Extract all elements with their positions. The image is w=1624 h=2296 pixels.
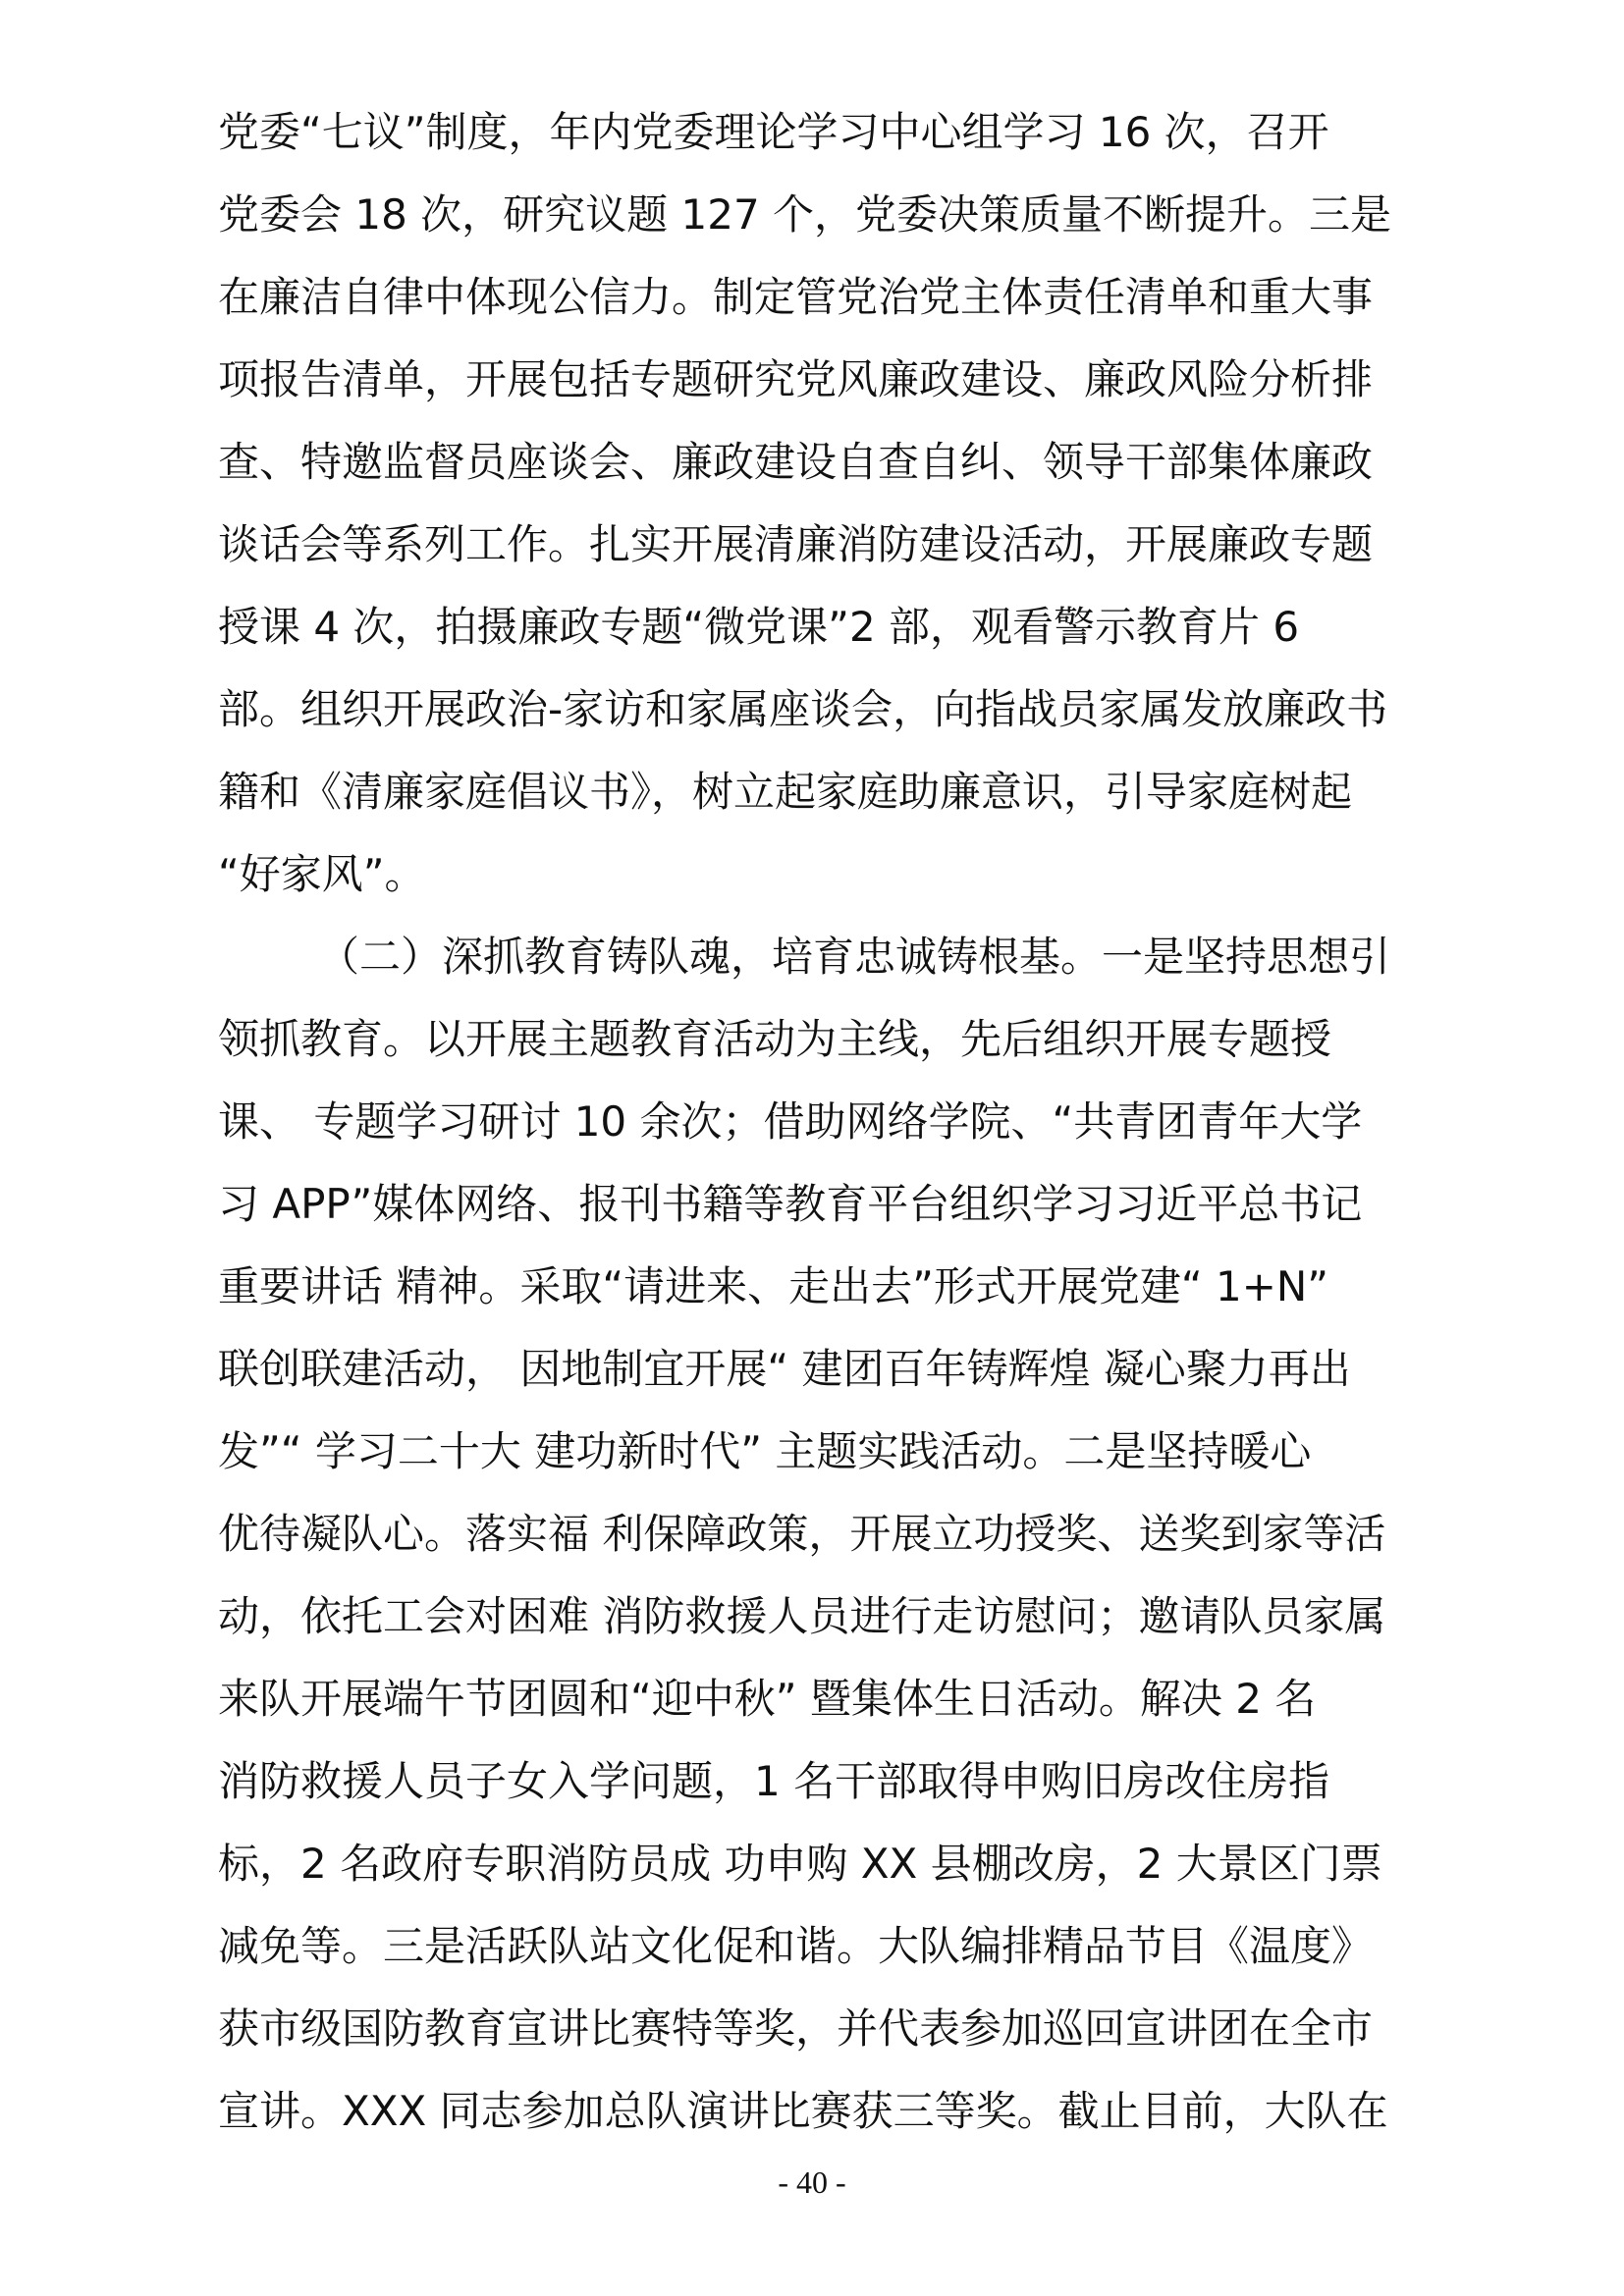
text-line: 联创联建活动， 因地制宜开展“ 建团百年铸辉煌 凝心聚力再出 [218,1345,1351,1393]
text-line: 减免等。三是活跃队站文化促和谐。大队编排精品节目《温度》 [218,1922,1374,1970]
text-line: 籍和《清廉家庭倡议书》，树立起家庭助廉意识，引导家庭树起 [218,768,1353,816]
text-line: 领抓教育。以开展主题教育活动为主线，先后组织开展专题授 [218,1015,1332,1063]
text-line: 习 APP”媒体网络、报刊书籍等教育平台组织学习习近平总书记 [218,1180,1363,1228]
text-line: 优待凝队心。落实福 利保障政策，开展立功授奖、送奖到家等活 [218,1510,1386,1558]
text-line: 项报告清单，开展包括专题研究党风廉政建设、廉政风险分析排 [218,355,1374,403]
page-number: - 40 - [778,2164,846,2200]
text-line: 消防救援人员子女入学问题，1 名干部取得申购旧房改住房指 [218,1757,1330,1805]
section-heading-line: （二）深抓教育铸队魂，培育忠诚铸根基。一是坚持思想引 [318,933,1391,981]
text-line: 查、特邀监督员座谈会、廉政建设自查自纠、领导干部集体廉政 [218,438,1374,486]
text-line: 标，2 名政府专职消防员成 功申购 XX 县棚改房，2 大景区门票 [218,1840,1382,1888]
text-line: 来队开展端午节团圆和“迎中秋” 暨集体生日活动。解决 2 名 [218,1675,1317,1723]
text-line: 党委“七议”制度，年内党委理论学习中心组学习 16 次，召开 [218,108,1329,156]
text-line: 获市级国防教育宣讲比赛特等奖，并代表参加巡回宣讲团在全市 [218,2004,1374,2053]
text-line: 党委会 18 次，研究议题 127 个，党委决策质量不断提升。三是 [218,190,1392,239]
text-line: 在廉洁自律中体现公信力。制定管党治党主体责任清单和重大事 [218,273,1374,321]
text-line: “好家风”。 [218,850,426,898]
text-line: 课、 专题学习研讨 10 余次；借助网络学院、“共青团青年大学 [218,1097,1363,1146]
text-line: 部。组织开展政治-家访和家属座谈会，向指战员家属发放廉政书 [218,685,1388,733]
text-line: 谈话会等系列工作。扎实开展清廉消防建设活动，开展廉政专题 [218,520,1374,568]
text-line: 授课 4 次，拍摄廉政专题“微党课”2 部，观看警示教育片 6 [218,603,1300,651]
text-line: 发”“ 学习二十大 建功新时代” 主题实践活动。二是坚持暖心 [218,1427,1312,1475]
text-line: 动，依托工会对困难 消防救援人员进行走访慰问；邀请队员家属 [218,1592,1386,1640]
text-line: 宣讲。XXX 同志参加总队演讲比赛获三等奖。截止目前，大队在 [218,2087,1388,2135]
text-line: 重要讲话 精神。采取“请进来、走出去”形式开展党建“ 1+N” [218,1262,1329,1310]
